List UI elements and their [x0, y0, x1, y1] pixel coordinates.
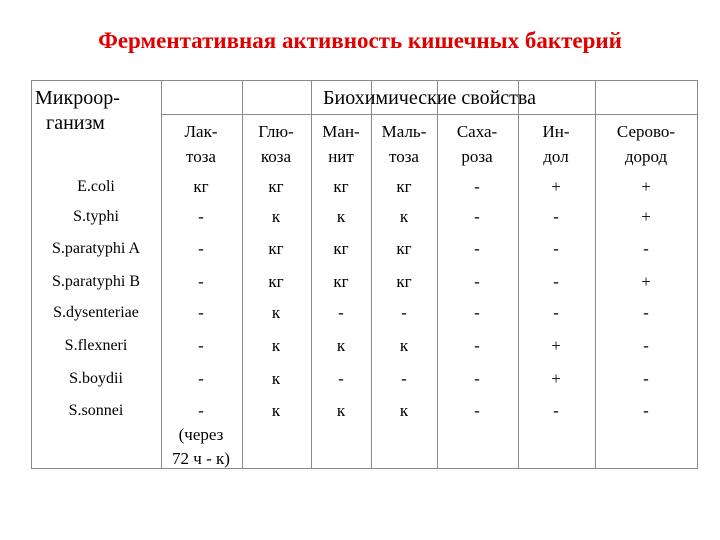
- table-cell: к: [336, 336, 346, 355]
- table-cell: -: [338, 303, 344, 322]
- table-cell: +: [641, 207, 651, 226]
- table-cell: -: [198, 369, 204, 388]
- table-cell: -: [643, 369, 649, 388]
- table-cell: -: [474, 369, 480, 388]
- organism-header: Микроор-: [35, 87, 120, 109]
- table-cell: -: [643, 401, 649, 420]
- table-cell: к: [336, 401, 346, 420]
- column-header-6: дол: [543, 147, 569, 166]
- table-cell: кг: [268, 239, 284, 258]
- table-cell: к: [271, 336, 281, 355]
- table-cell: -: [198, 239, 204, 258]
- cell-note: 72 ч - к): [172, 449, 230, 468]
- column-header-7: дород: [624, 147, 668, 166]
- table-cell: +: [641, 272, 651, 291]
- table-cell: -: [553, 272, 559, 291]
- organism-header-2: ганизм: [46, 112, 105, 134]
- table-cell: к: [271, 303, 281, 322]
- table-cell: -: [553, 303, 559, 322]
- column-header-4: Маль-: [381, 122, 427, 141]
- organism-name: S.paratyphi A: [52, 240, 140, 257]
- table-cell: +: [551, 336, 561, 355]
- table-cell: -: [643, 239, 649, 258]
- organism-name: S.sonnei: [68, 402, 124, 419]
- column-header-1: Лак-: [184, 122, 218, 141]
- organism-name: E.coli: [77, 178, 115, 195]
- organism-name: S.typhi: [73, 208, 119, 225]
- table-cell: -: [474, 272, 480, 291]
- column-header-2: коза: [260, 147, 292, 166]
- biochem-header: Биохимические свойства: [323, 87, 536, 109]
- table-cell: -: [474, 239, 480, 258]
- table-cell: к: [399, 336, 409, 355]
- table-cell: кг: [268, 177, 284, 196]
- table-cell: -: [474, 336, 480, 355]
- column-header-5: роза: [461, 147, 493, 166]
- table-cell: кг: [396, 272, 412, 291]
- organism-name: S.flexneri: [64, 337, 128, 354]
- table-cell: к: [271, 369, 281, 388]
- table-cell: +: [551, 369, 561, 388]
- organism-name: S.dysenteriae: [53, 304, 139, 321]
- table-cell: -: [643, 303, 649, 322]
- table-cell: -: [553, 401, 559, 420]
- table-cell: кг: [396, 177, 412, 196]
- table-cell: -: [401, 369, 407, 388]
- column-header-6: Ин-: [542, 122, 570, 141]
- column-header-3: Ман-: [322, 122, 360, 141]
- table-cell: -: [474, 177, 480, 196]
- column-header-1: тоза: [186, 147, 216, 166]
- organism-name: S.boydii: [69, 370, 123, 387]
- table-cell: -: [474, 401, 480, 420]
- table-cell: к: [399, 207, 409, 226]
- table-cell: -: [553, 239, 559, 258]
- table-cell: -: [338, 369, 344, 388]
- table-cell: к: [399, 401, 409, 420]
- organism-name: S.paratyphi B: [52, 273, 140, 290]
- table-cell: -: [553, 207, 559, 226]
- table-cell: кг: [268, 272, 284, 291]
- table-cell: -: [474, 207, 480, 226]
- biochem-table: [31, 80, 698, 469]
- table-cell: кг: [333, 239, 349, 258]
- table-cell: кг: [193, 177, 209, 196]
- table-cell: -: [198, 401, 204, 420]
- table-cell: +: [641, 177, 651, 196]
- table-cell: +: [551, 177, 561, 196]
- table-cell: -: [643, 336, 649, 355]
- column-header-3: нит: [328, 147, 354, 166]
- column-header-7: Серово-: [616, 122, 676, 141]
- column-header-2: Глю-: [258, 122, 294, 141]
- column-header-5: Саха-: [456, 122, 498, 141]
- table-cell: -: [198, 303, 204, 322]
- table-cell: -: [198, 272, 204, 291]
- table-cell: кг: [333, 177, 349, 196]
- table-cell: -: [198, 207, 204, 226]
- table-cell: к: [336, 207, 346, 226]
- column-header-4: тоза: [389, 147, 419, 166]
- table-cell: к: [271, 401, 281, 420]
- table-cell: -: [198, 336, 204, 355]
- table-cell: кг: [333, 272, 349, 291]
- table-cell: -: [401, 303, 407, 322]
- cell-note: (через: [178, 425, 224, 444]
- table-cell: кг: [396, 239, 412, 258]
- table-cell: -: [474, 303, 480, 322]
- page-title: Ферментативная активность кишечных бактерий: [98, 28, 622, 53]
- table-cell: к: [271, 207, 281, 226]
- header-divider: [161, 114, 697, 115]
